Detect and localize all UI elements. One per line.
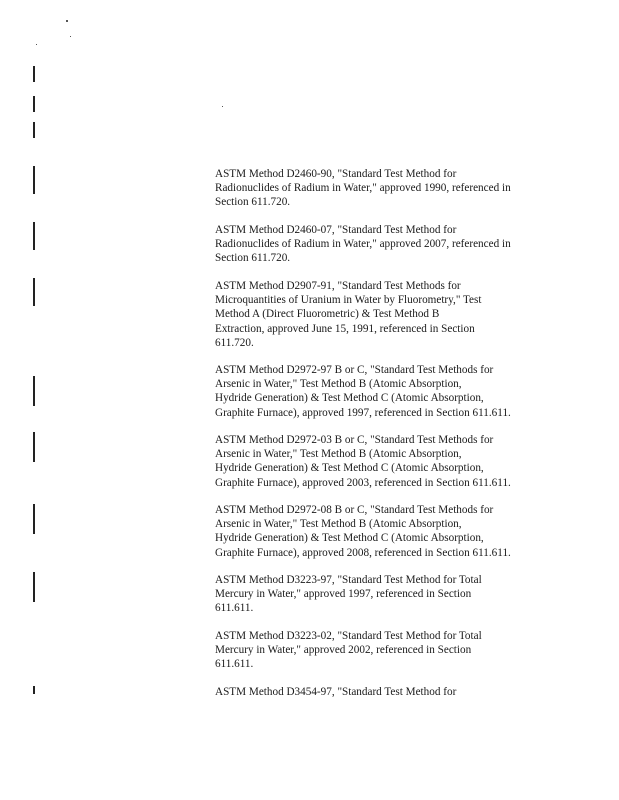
entry-line: ASTM Method D3223-97, "Standard Test Method for Total: [215, 574, 482, 586]
revision-bar: [33, 432, 35, 462]
scan-speck: [222, 106, 223, 107]
revision-bar: [33, 122, 35, 138]
reference-entry: [215, 573, 555, 616]
reference-entry: [215, 223, 555, 266]
revision-bar: [33, 278, 35, 306]
reference-entry: [215, 685, 555, 699]
entry-line: Radionuclides of Radium in Water," approved 1990, referenced in: [215, 182, 511, 195]
scan-speck: [36, 44, 37, 45]
entry-line: ASTM Method D2972-97 B or C, "Standard Test Methods for: [215, 364, 494, 376]
revision-bar: [33, 572, 35, 602]
entry-line: Arsenic in Water," Test Method B (Atomic Absorption,: [215, 378, 462, 391]
reference-entry: [215, 629, 555, 672]
entry-line: Method A (Direct Fluorometric) & Test Method B: [215, 308, 440, 321]
reference-entry: [215, 279, 555, 350]
entry-line: Mercury in Water," approved 2002, referenced in Section: [215, 644, 472, 657]
entry-line: Graphite Furnace), approved 2003, referenced in Section 611.611.: [215, 476, 511, 489]
entry-line: 611.611.: [215, 658, 254, 671]
entry-line: ASTM Method D3223-02, "Standard Test Method for Total: [215, 630, 482, 642]
entry-line: 611.720.: [215, 336, 254, 349]
entry-line: ASTM Method D2972-03 B or C, "Standard Test Methods for: [215, 434, 494, 446]
revision-bar: [33, 504, 35, 534]
reference-entry: [215, 503, 555, 560]
scan-speck: [70, 36, 71, 37]
entry-line: 611.611.: [215, 602, 254, 615]
entry-line: Hydride Generation) & Test Method C (Atomic Absorption,: [215, 532, 484, 545]
entry-line: Graphite Furnace), approved 1997, referenced in Section 611.611.: [215, 406, 511, 419]
entry-line: Hydride Generation) & Test Method C (Atomic Absorption,: [215, 462, 484, 475]
entry-line: Microquantities of Uranium in Water by Fluorometry," Test: [215, 294, 482, 307]
entry-line: Radionuclides of Radium in Water," approved 2007, referenced in: [215, 238, 511, 251]
revision-bar: [33, 66, 35, 82]
revision-bar: [33, 166, 35, 194]
entry-line: Extraction, approved June 15, 1991, referenced in Section: [215, 322, 475, 335]
entry-line: Mercury in Water," approved 1997, referenced in Section: [215, 588, 472, 601]
reference-entry: [215, 167, 555, 210]
entry-line: Graphite Furnace), approved 2008, referenced in Section 611.611.: [215, 546, 511, 559]
reference-entry: [215, 433, 555, 490]
revision-bar: [33, 222, 35, 250]
revision-bar: [33, 686, 35, 694]
entry-line: ASTM Method D3454-97, "Standard Test Method for: [215, 686, 457, 698]
entry-line: ASTM Method D2972-08 B or C, "Standard Test Methods for: [215, 504, 494, 516]
reference-entry: [215, 363, 555, 420]
entry-line: Section 611.720.: [215, 252, 291, 265]
entry-line: ASTM Method D2460-07, "Standard Test Method for: [215, 224, 457, 236]
scan-speck: [66, 20, 68, 22]
entry-line: Hydride Generation) & Test Method C (Atomic Absorption,: [215, 392, 484, 405]
revision-bar: [33, 96, 35, 112]
entry-line: ASTM Method D2460-90, "Standard Test Method for: [215, 168, 457, 180]
entry-line: Section 611.720.: [215, 196, 291, 209]
entry-line: ASTM Method D2907-91, "Standard Test Methods for: [215, 280, 461, 292]
entry-line: Arsenic in Water," Test Method B (Atomic Absorption,: [215, 448, 462, 461]
entry-line: Arsenic in Water," Test Method B (Atomic Absorption,: [215, 518, 462, 531]
revision-bar: [33, 376, 35, 406]
